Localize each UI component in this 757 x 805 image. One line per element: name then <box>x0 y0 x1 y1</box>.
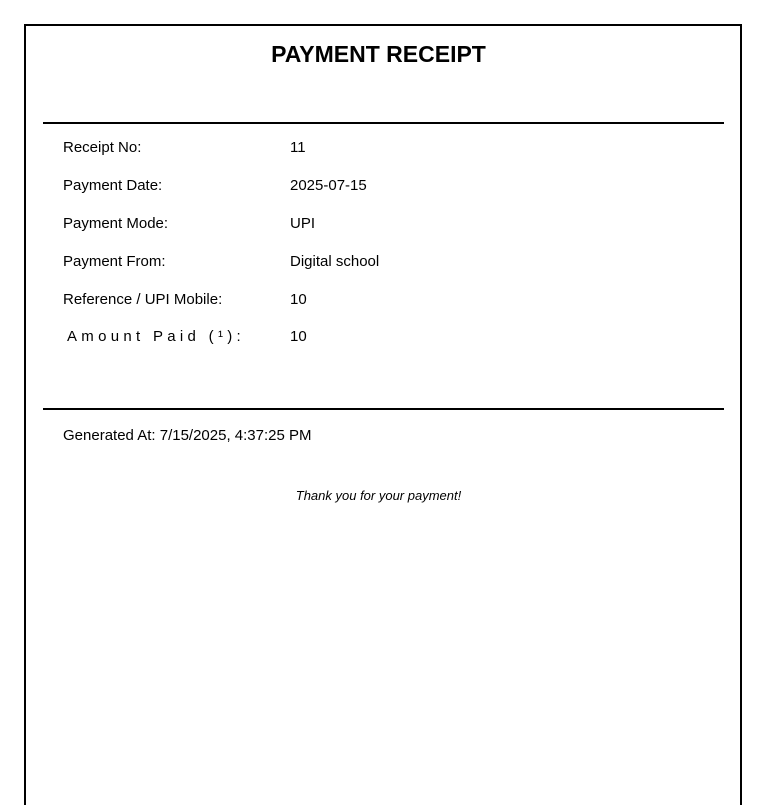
payment-mode-value: UPI <box>290 215 316 232</box>
header-divider <box>43 122 724 124</box>
payment-date-value: 2025-07-15 <box>290 177 367 194</box>
reference-label: Reference / UPI Mobile: <box>63 291 223 308</box>
receipt-number-value: 11 <box>290 139 306 156</box>
amount-paid-label: Amount Paid (¹): <box>67 328 246 345</box>
payment-from-value: Digital school <box>290 253 380 270</box>
page-title: PAYMENT RECEIPT <box>271 41 486 67</box>
payment-date-label: Payment Date: <box>63 177 163 194</box>
amount-paid-value: 10 <box>290 328 307 345</box>
payment-from-label: Payment From: <box>63 253 166 270</box>
thank-you-message: Thank you for your payment! <box>295 488 462 503</box>
generated-timestamp: Generated At: 7/15/2025, 4:37:25 PM <box>63 427 312 444</box>
receipt-number-label: Receipt No: <box>63 139 142 156</box>
footer-divider <box>43 408 724 410</box>
reference-value: 10 <box>290 291 307 308</box>
payment-mode-label: Payment Mode: <box>63 215 169 232</box>
